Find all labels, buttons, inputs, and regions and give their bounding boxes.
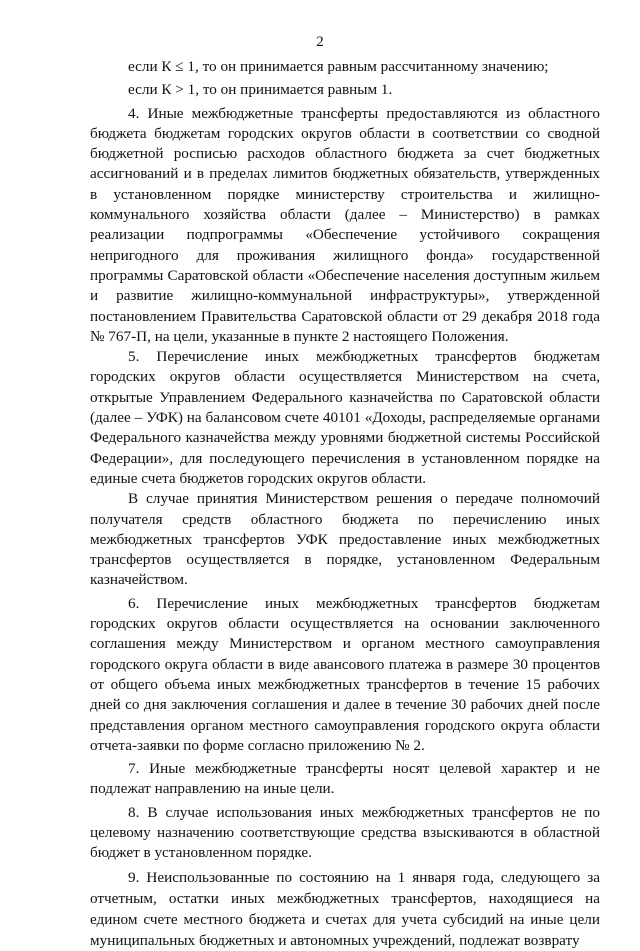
paragraph-6: 6. Перечисление иных межбюджетных трансфертов бюджетам городских округов области осуществляется на основании заключенного соглашения между Министерством и органом местного самоуправления городского округа области в виде авансового платежа в размере 30 процентов от общего объема иных межбюджетных трансфертов в течение 15 рабочих дней со дня заключения соглашения и далее в течение 30 рабочих дней после представления органом местного самоуправления городского округа области отчета-заявки по форме согласно приложению № 2.	[90, 594, 600, 754]
paragraph-5-continuation: В случае принятия Министерством решения о передаче полномочий получателя средств областного бюджета по перечислению иных межбюджетных трансфертов УФК предоставление иных межбюджетных трансфертов осуществляется в порядке, установленном Федеральным казначейством.	[90, 490, 600, 589]
condition-line-2: если К > 1, то он принимается равным 1.	[128, 81, 393, 99]
paragraph-9: 9. Неиспользованные по состоянию на 1 января года, следующего за отчетным, остатки иных межбюджетных трансфертов, находящиеся на едином счете местного бюджета и счетах для учета субсидий на иные цели муниципальных бюджетных и автономных учреждений, подлежат возврату	[90, 868, 600, 949]
paragraph-8: 8. В случае использования иных межбюджетных трансфертов не по целевому назначению соответствующие средства взыскиваются в областной бюджет в установленном порядке.	[90, 803, 600, 862]
paragraph-4: 4. Иные межбюджетные трансферты предоставляются из областного бюджета бюджетам городских округов области в соответствии со сводной бюджетной росписью расходов областного бюджета за счет бюджетных ассигнований и в пределах лимитов бюджетных обязательств, утвержденных в установленном порядке министерству строительства и жилищно-коммунального хозяйства области (далее – Министерство) в рамках реализации подпрограммы «Обеспечение устойчивого сокращения непригодного для проживания жилищного фонда» государственной программы Саратовской области «Обеспечение населения доступным жильем и развитие жилищно-коммунальной инфраструктуры», утвержденной постановлением Правительства Саратовской области от 29 декабря 2018 года № 767-П, на цели, указанные в пункте 2 настоящего Положения.	[90, 104, 600, 345]
page-number: 2	[316, 34, 324, 50]
condition-line-1: если К ≤ 1, то он принимается равным рассчитанному значению;	[128, 58, 549, 75]
paragraph-7: 7. Иные межбюджетные трансферты носят целевой характер и не подлежат направлению на иные цели.	[90, 760, 600, 798]
paragraph-5: 5. Перечисление иных межбюджетных трансфертов бюджетам городских округов области осуществляется Министерством на счета, открытые Управлением Федерального казначейства по Саратовской области (далее – УФК) на балансовом счете 40101 «Доходы, распределяемые органами Федерального казначейства между уровнями бюджетной системы Российской Федерации», для последующего перечисления в установленном порядке на единые счета бюджетов городских округов области.	[90, 348, 600, 487]
document-body	[90, 57, 600, 951]
